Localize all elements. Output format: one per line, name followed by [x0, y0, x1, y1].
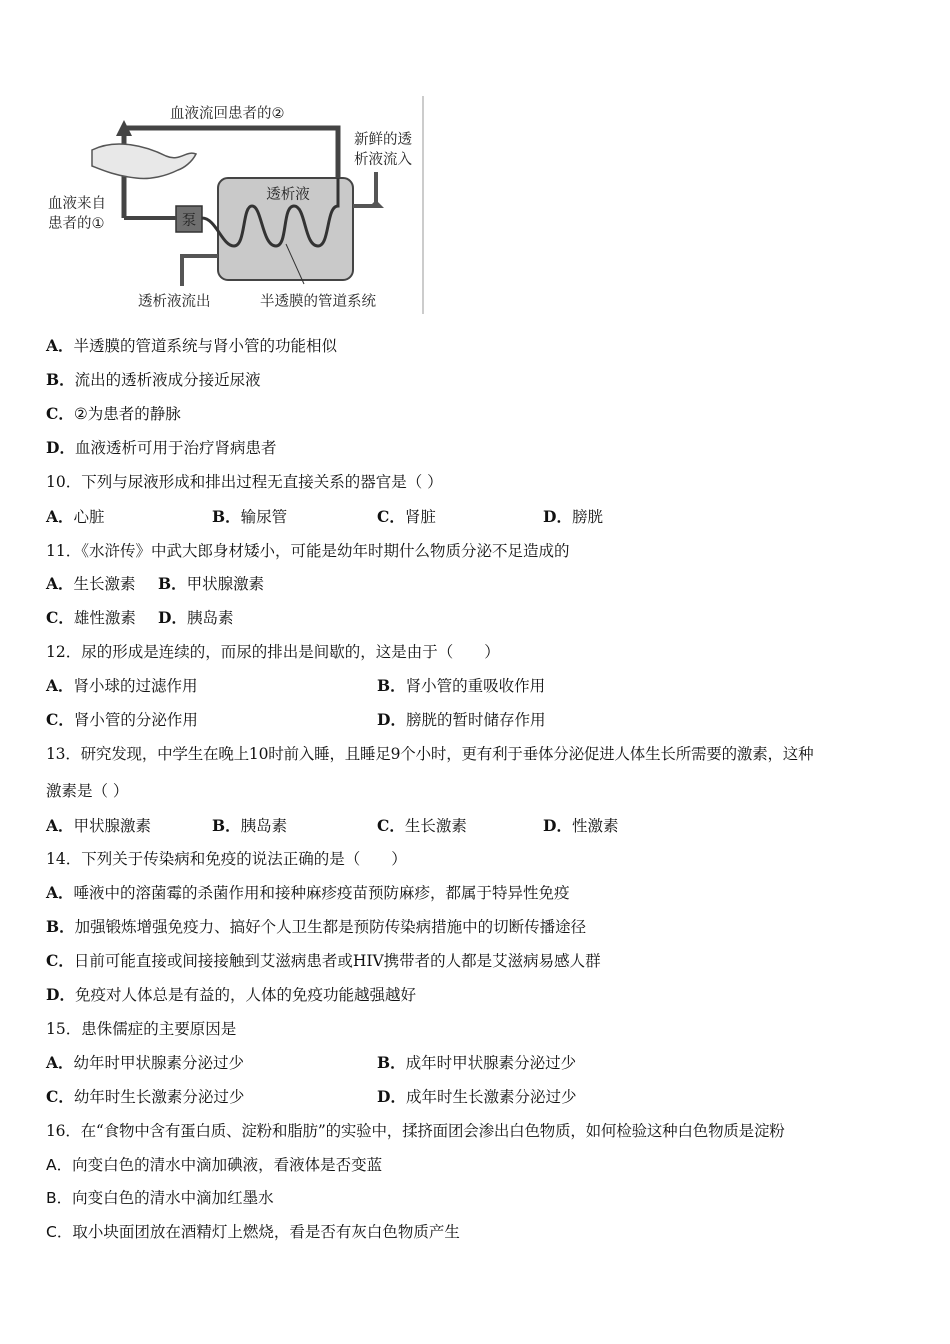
bottom-left-label: 透析液流出 [138, 294, 211, 310]
q15-option-b: B．成年时甲状腺素分泌过少 [377, 1053, 577, 1072]
q11-option-b: B．甲状腺激素 [158, 574, 265, 593]
bottom-right-label: 半透膜的管道系统 [260, 294, 376, 310]
q13-stem-line2: 激素是（ ） [46, 782, 129, 800]
dialysis-diagram [46, 96, 424, 314]
q13-stem-line1: 13．研究发现，中学生在晚上10时前入睡，且睡足9个小时，更有利于垂体分泌促进人体生长所需要的激素，这种 [46, 745, 814, 763]
q14-option-b: B．加强锻炼增强免疫力、搞好个人卫生都是预防传染病措施中的切断传播途径 [46, 917, 587, 936]
q9-option-a: A．半透膜的管道系统与肾小管的功能相似 [46, 336, 338, 355]
dialysis-diagram-svg [46, 96, 424, 314]
q16-option-b: B．向变白色的清水中滴加红墨水 [46, 1189, 274, 1207]
q16-stem: 16．在“食物中含有蛋白质、淀粉和脂肪”的实验中，揉挤面团会渗出白色物质，如何检验这种白色物质是淀粉 [46, 1122, 785, 1140]
q9-option-d: D．血液透析可用于治疗肾病患者 [46, 438, 277, 457]
q16-option-c: C．取小块面团放在酒精灯上燃烧，看是否有灰白色物质产生 [46, 1223, 460, 1241]
q10-option-a: A．心脏 [46, 507, 105, 526]
left-label-line2: 患者的① [48, 216, 105, 232]
left-label-line1: 血液来自 [48, 196, 106, 212]
q11-stem: 11．《水浒传》中武大郎身材矮小，可能是幼年时期什么物质分泌不足造成的 [46, 542, 570, 560]
q12-option-d: D．膀胱的暂时储存作用 [377, 710, 546, 729]
q15-stem: 15．患侏儒症的主要原因是 [46, 1020, 237, 1038]
q16-option-a: A．向变白色的清水中滴加碘液，看液体是否变蓝 [46, 1156, 383, 1174]
right-label-line1: 新鲜的透 [354, 132, 412, 148]
q12-stem: 12．尿的形成是连续的，而尿的排出是间歇的，这是由于（ ） [46, 643, 500, 661]
q13-option-a: A．甲状腺激素 [46, 816, 152, 835]
q10-option-d: D．膀胱 [543, 507, 603, 526]
q13-option-c: C．生长激素 [377, 816, 467, 835]
q14-option-c: C．日前可能直接或间接接触到艾滋病患者或HIV携带者的人都是艾滋病易感人群 [46, 951, 601, 970]
q10-option-c: C．肾脏 [377, 507, 436, 526]
right-label-line2: 析液流入 [354, 152, 412, 168]
q14-option-d: D．免疫对人体总是有益的，人体的免疫功能越强越好 [46, 985, 416, 1004]
q10-option-b: B．输尿管 [212, 507, 288, 526]
q14-stem: 14．下列关于传染病和免疫的说法正确的是（ ） [46, 850, 407, 868]
q12-option-a: A．肾小球的过滤作用 [46, 676, 198, 695]
q12-option-c: C．肾小管的分泌作用 [46, 710, 198, 729]
q15-option-c: C．幼年时生长激素分泌过少 [46, 1087, 245, 1106]
q9-option-c: C．②为患者的静脉 [46, 404, 181, 423]
q15-option-d: D．成年时生长激素分泌过少 [377, 1087, 577, 1106]
q9-option-b: B．流出的透析液成分接近尿液 [46, 370, 261, 389]
q13-option-b: B．胰岛素 [212, 816, 288, 835]
q11-option-a: A．生长激素 [46, 574, 136, 593]
q13-option-d: D．性激素 [543, 816, 619, 835]
q11-option-d: D．胰岛素 [158, 608, 234, 627]
q14-option-a: A．唾液中的溶菌霉的杀菌作用和接种麻疹疫苗预防麻疹，都属于特异性免疫 [46, 883, 570, 902]
q10-stem: 10．下列与尿液形成和排出过程无直接关系的器官是（ ） [46, 473, 443, 491]
top-label: 血液流回患者的② [170, 106, 285, 122]
tank-label: 透析液 [266, 187, 310, 203]
pump-label: 泵 [181, 213, 197, 229]
q15-option-a: A．幼年时甲状腺素分泌过少 [46, 1053, 245, 1072]
q12-option-b: B．肾小管的重吸收作用 [377, 676, 546, 695]
q11-option-c: C．雄性激素 [46, 608, 136, 627]
